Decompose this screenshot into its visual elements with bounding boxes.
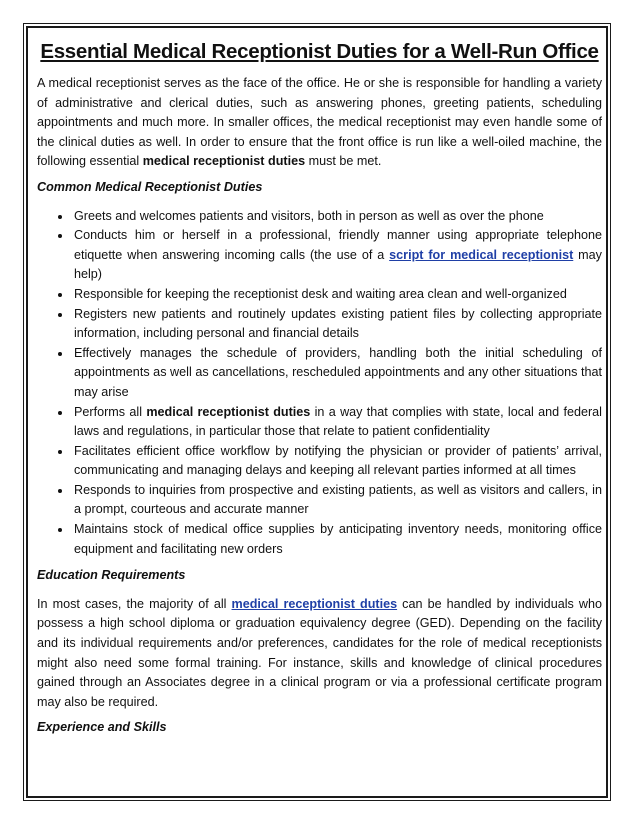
list-item: • Effectively manages the schedule of providers, handling both the initial scheduling of appointments as well as cancellations, rescheduled appointments and any other situations that may arise (72, 344, 602, 403)
document-body (37, 37, 602, 747)
education-text: In most cases, the majority of all (37, 596, 232, 611)
list-item: • Responsible for keeping the receptionist desk and waiting area clean and well-organized (72, 285, 602, 305)
section-heading-experience: Experience and Skills (37, 720, 167, 735)
list-item: • Facilitates efficient office workflow by notifying the physician or provider of patients’ arrival, communicating and managing delays and keeping all relevant parties informed at all times (72, 442, 602, 481)
document-title: Essential Medical Receptionist Duties for a Well-Run Office (40, 40, 599, 63)
intro-text-end: must be met. (305, 154, 382, 169)
intro-bold-term: medical receptionist duties (142, 154, 306, 169)
list-item-bold-term: medical receptionist duties (146, 404, 311, 419)
section-heading-duties: Common Medical Receptionist Duties (37, 179, 263, 194)
list-item (72, 403, 602, 442)
intro-text: A medical receptionist serves as the face of the office. He or she is responsible for handling a variety of administrative and clerical duties, such as answering phones, greeting patients, scheduling appointments and much more. In smaller offices, the medical receptionist may even handle some of the clinical duties as well. In order to ensure that the front office is run like a well-oiled machine, the following essential (37, 76, 602, 169)
script-link[interactable]: script for medical receptionist (389, 247, 574, 262)
duties-list (37, 207, 602, 560)
list-item-text: Performs all (74, 404, 147, 419)
list-item-text: Conducts him or herself in a professional, friendly manner using appropriate telephone etiquette when answering incoming calls (the use of a (74, 228, 602, 262)
section-heading-education: Education Requirements (37, 568, 186, 583)
list-item: • Registers new patients and routinely updates existing patient files by collecting appropriate information, including personal and financial details (72, 305, 602, 344)
list-item: • Greets and welcomes patients and visitors, both in person as well as over the phone (72, 207, 602, 227)
list-item (72, 226, 602, 285)
list-item-text-end: may help) (74, 247, 602, 282)
education-paragraph (37, 595, 602, 713)
intro-paragraph (37, 74, 602, 172)
list-item-text-end: in a way that complies with state, local and federal laws and regulations, in particular those that relate to patient confidentiality (74, 404, 602, 439)
list-item: • Responds to inquiries from prospective and existing patients, as well as visitors and callers, in a prompt, courteous and accurate manner (72, 481, 602, 520)
education-text-end: can be handled by individuals who possess a high school diploma or graduation equivalency degree (GED). Depending on the facility and its individual requirements and/or preferences, candidates for the role of medical receptionists might also need some formal training. For instance, skills and knowledge of clinical procedures gained through an Associates degree in a clinical program or via a professional certificate program may also be required. (37, 596, 602, 709)
list-item: • Maintains stock of medical office supplies by anticipating inventory needs, monitoring office equipment and facilitating new orders (72, 520, 602, 559)
duties-link[interactable]: medical receptionist duties (231, 596, 398, 611)
